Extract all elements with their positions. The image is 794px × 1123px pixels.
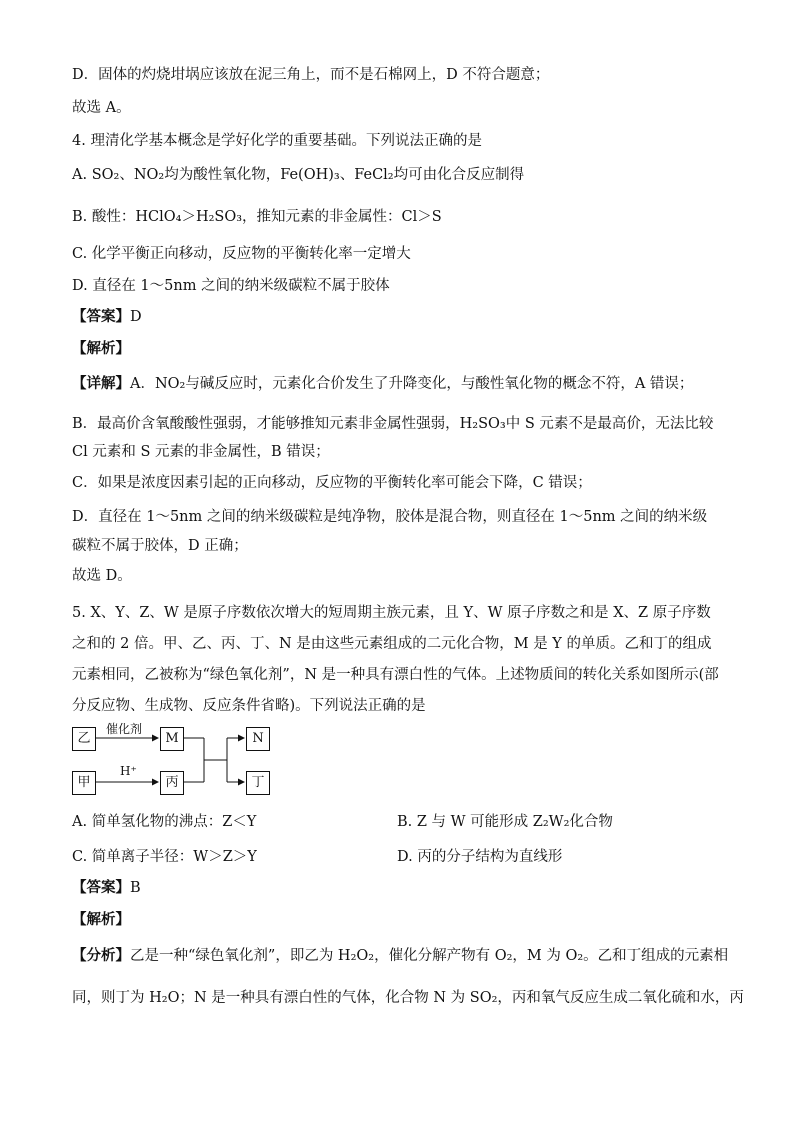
q4-option-b: B. 酸性：HClO₄＞H₂SO₃，推知元素的非金属性：Cl＞S [72,209,442,225]
q5-answer [72,879,141,897]
label-catalyst: 催化剂 [106,722,143,736]
q5-option-a: A. 简单氢化物的沸点：Z＜Y [72,814,257,830]
node-jia: 甲 [72,771,96,795]
q4-option-c: C. 化学平衡正向移动，反应物的平衡转化率一定增大 [72,246,411,262]
q4-detail-a [72,375,693,393]
answer-tag: 【答案】 [72,308,130,325]
answer-value: D [130,309,142,325]
q4-answer [72,308,142,326]
prev-conclusion: 故选 A。 [72,100,131,116]
answer-tag: 【答案】 [72,879,130,896]
prev-option-d: D．固体的灼烧坩埚应该放在泥三角上，而不是石棉网上，D 不符合题意； [72,67,550,83]
fenxi-tag: 【分析】 [72,947,130,964]
q5-fenxi-line1 [72,947,728,965]
q5-stem: 5. X、Y、Z、W 是原子序数依次增大的短周期主族元素，且 Y、W 原子序数之和是 X、Z 原子序数之和的 2 倍。甲、乙、丙、丁、N 是由这些元素组成的二元化合物，M 是 Y 的单质。乙和丁的组成元素相同，乙被称为“绿色氧化剂”，N 是一种具有漂白性的气体。上述物质间的转化关系如图所示(部分反应物、生成物、反应条件省略)。下列说法正确的是 [72,605,719,714]
q4-option-a: A. SO₂、NO₂均为酸性氧化物，Fe(OH)₃、FeCl₂均可由化合反应制得 [72,167,525,183]
q5-option-c: C. 简单离子半径：W＞Z＞Y [72,849,257,865]
q5-analysis-tag: 【解析】 [72,911,130,928]
fenxi-text-1: 乙是一种“绿色氧化剂”，即乙为 H₂O₂，催化分解产物有 O₂，M 为 O₂。乙和丁组成的元素相 [130,948,729,964]
q5-option-d: D. 丙的分子结构为直线形 [397,849,563,865]
node-n: N [246,727,270,751]
q4-conclusion: 故选 D。 [72,568,132,584]
answer-value: B [130,880,141,896]
q4-detail-b: B．最高价含氧酸酸性强弱，才能够推知元素非金属性强弱，H₂SO₃中 S 元素不是最高价，无法比较 Cl 元素和 S 元素的非金属性，B 错误； [72,416,714,460]
detail-tag: 【详解】 [72,375,130,392]
q5-option-b: B. Z 与 W 可能形成 Z₂W₂化合物 [397,814,613,830]
q4-stem: 4. 理清化学基本概念是学好化学的重要基础。下列说法正确的是 [72,133,482,149]
node-m: M [160,727,184,751]
label-acid: H⁺ [120,764,137,778]
q4-detail-d: D．直径在 1～5nm 之间的纳米级碳粒是纯净物，胶体是混合物，则直径在 1～5nm 之间的纳米级碳粒不属于胶体，D 正确； [72,509,708,554]
q5-fenxi-line2: 同，则丁为 H₂O；N 是一种具有漂白性的气体，化合物 N 为 SO₂，丙和氧气反应生成二氧化硫和水，丙 [72,990,744,1006]
reaction-diagram [72,722,292,802]
detail-a-text: A．NO₂与碱反应时，元素化合价发生了升降变化，与酸性氧化物的概念不符，A 错误； [130,376,694,392]
node-ding: 丁 [246,771,270,795]
node-yi: 乙 [72,727,96,751]
node-bing: 丙 [160,771,184,795]
q4-detail-c: C．如果是浓度因素引起的正向移动，反应物的平衡转化率可能会下降，C 错误； [72,475,592,491]
q4-analysis-tag: 【解析】 [72,340,130,357]
q4-option-d: D. 直径在 1～5nm 之间的纳米级碳粒不属于胶体 [72,278,390,294]
